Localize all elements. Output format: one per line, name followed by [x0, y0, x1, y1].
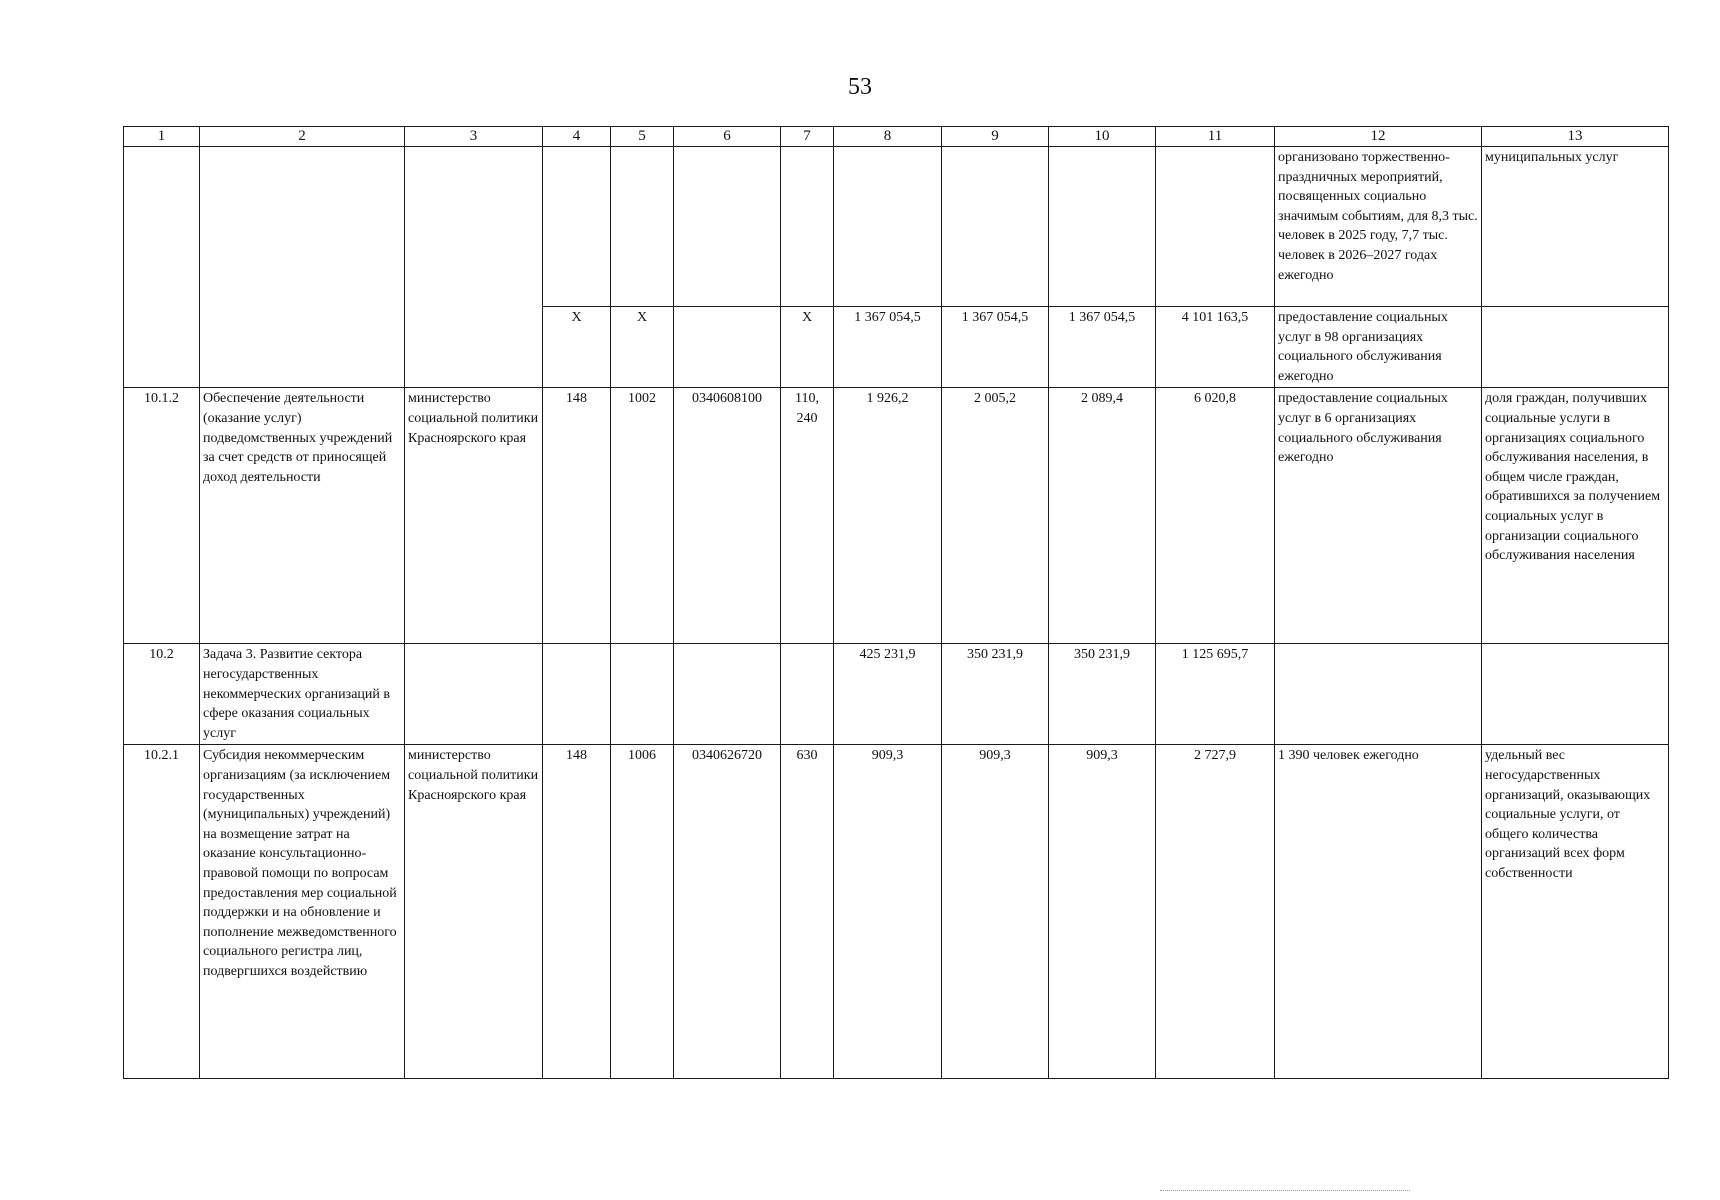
cell-2025: 425 231,9: [834, 644, 942, 745]
cell-2025: 909,3: [834, 745, 942, 1079]
table-row: [124, 644, 1669, 745]
header-cell: 12: [1275, 127, 1482, 147]
cell-grbs: [543, 147, 611, 307]
header-cell: 11: [1156, 127, 1275, 147]
cell-csr: 0340608100: [674, 388, 781, 644]
cell-name: Субсидия некоммерческим организациям (за исключением государственных (муниципальных) учреждений) на возмещение затрат на оказание консультационно-правовой помощи по вопросам предоставления мер социальной поддержки и на обновление и пополнение межведомственного социального регистра лиц, подвергшихся воздействию: [200, 745, 405, 1079]
header-cell: 3: [405, 127, 543, 147]
cell-2026: 2 005,2: [942, 388, 1049, 644]
cell-number: 10.1.2: [124, 388, 200, 644]
cell-2025: 1 367 054,5: [834, 307, 942, 388]
cell-2026: 350 231,9: [942, 644, 1049, 745]
header-cell: 9: [942, 127, 1049, 147]
header-cell: 1: [124, 127, 200, 147]
cell-number: 10.2.1: [124, 745, 200, 1079]
cell-indicator: доля граждан, получивших социальные услуги в организациях социального обслуживания населения, в общем числе граждан, обратившихся за получением социальных услуг в организации социального обслуживания населения: [1482, 388, 1669, 644]
cell-grbs: 148: [543, 745, 611, 1079]
header-cell: 7: [781, 127, 834, 147]
cell-total: 4 101 163,5: [1156, 307, 1275, 388]
cell-grbs: Х: [543, 307, 611, 388]
cell-2027: 909,3: [1049, 745, 1156, 1079]
cell-csr: [674, 307, 781, 388]
cell-executor: министерство социальной политики Красноярского края: [405, 388, 543, 644]
cell-csr: [674, 147, 781, 307]
table-row: [124, 147, 1669, 307]
cell-2027: 2 089,4: [1049, 388, 1156, 644]
cell-grbs: [543, 644, 611, 745]
cell-total: 1 125 695,7: [1156, 644, 1275, 745]
cell-indicator: [1482, 644, 1669, 745]
scan-artifact-line: [1160, 1190, 1410, 1193]
cell-total: 2 727,9: [1156, 745, 1275, 1079]
cell-grbs: 148: [543, 388, 611, 644]
cell-executor: министерство социальной политики Красноярского края: [405, 745, 543, 1079]
cell-vr: [781, 644, 834, 745]
cell-vr: 110, 240: [781, 388, 834, 644]
column-number-header: [124, 127, 1669, 147]
cell-name: Обеспечение деятельности (оказание услуг) подведомственных учреждений за счет средств от приносящей доход деятельности: [200, 388, 405, 644]
cell-vr: [781, 147, 834, 307]
header-cell: 10: [1049, 127, 1156, 147]
cell-2026: [942, 147, 1049, 307]
cell-rzpr: [611, 644, 674, 745]
header-cell: 5: [611, 127, 674, 147]
cell-2027: 1 367 054,5: [1049, 307, 1156, 388]
budget-table: [123, 126, 1669, 1079]
cell-csr: [674, 644, 781, 745]
cell-rzpr: [611, 147, 674, 307]
cell-2026: 909,3: [942, 745, 1049, 1079]
cell-rzpr: 1002: [611, 388, 674, 644]
cell-result: предоставление социальных услуг в 6 организациях социального обслуживания ежегодно: [1275, 388, 1482, 644]
cell-total: 6 020,8: [1156, 388, 1275, 644]
cell-csr: 0340626720: [674, 745, 781, 1079]
cell-rzpr: 1006: [611, 745, 674, 1079]
cell-indicator: муниципальных услуг: [1482, 147, 1669, 307]
cell-number: 10.2: [124, 644, 200, 745]
cell-executor: [405, 147, 543, 388]
cell-indicator: удельный вес негосударственных организаций, оказывающих социальные услуги, от общего количества организаций всех форм собственности: [1482, 745, 1669, 1079]
header-cell: 8: [834, 127, 942, 147]
cell-result: [1275, 644, 1482, 745]
cell-2025: [834, 147, 942, 307]
cell-number: [124, 147, 200, 388]
cell-executor: [405, 644, 543, 745]
cell-indicator: [1482, 307, 1669, 388]
page-number: 53: [848, 74, 872, 100]
cell-result: предоставление социальных услуг в 98 организациях социального обслуживания ежегодно: [1275, 307, 1482, 388]
cell-rzpr: Х: [611, 307, 674, 388]
cell-2026: 1 367 054,5: [942, 307, 1049, 388]
cell-result: организовано торжественно-праздничных мероприятий, посвященных социально значимым событиям, для 8,3 тыс. человек в 2025 году, 7,7 тыс. человек в 2026–2027 годах ежегодно: [1275, 147, 1482, 307]
cell-total: [1156, 147, 1275, 307]
cell-result: 1 390 человек ежегодно: [1275, 745, 1482, 1079]
header-cell: 4: [543, 127, 611, 147]
cell-2027: [1049, 147, 1156, 307]
header-cell: 13: [1482, 127, 1669, 147]
table-row: [124, 388, 1669, 644]
table-row: [124, 745, 1669, 1079]
header-cell: 6: [674, 127, 781, 147]
cell-name: Задача 3. Развитие сектора негосударственных некоммерческих организаций в сфере оказания социальных услуг: [200, 644, 405, 745]
cell-vr: 630: [781, 745, 834, 1079]
header-cell: 2: [200, 127, 405, 147]
cell-name: [200, 147, 405, 388]
cell-2025: 1 926,2: [834, 388, 942, 644]
cell-vr: Х: [781, 307, 834, 388]
cell-2027: 350 231,9: [1049, 644, 1156, 745]
